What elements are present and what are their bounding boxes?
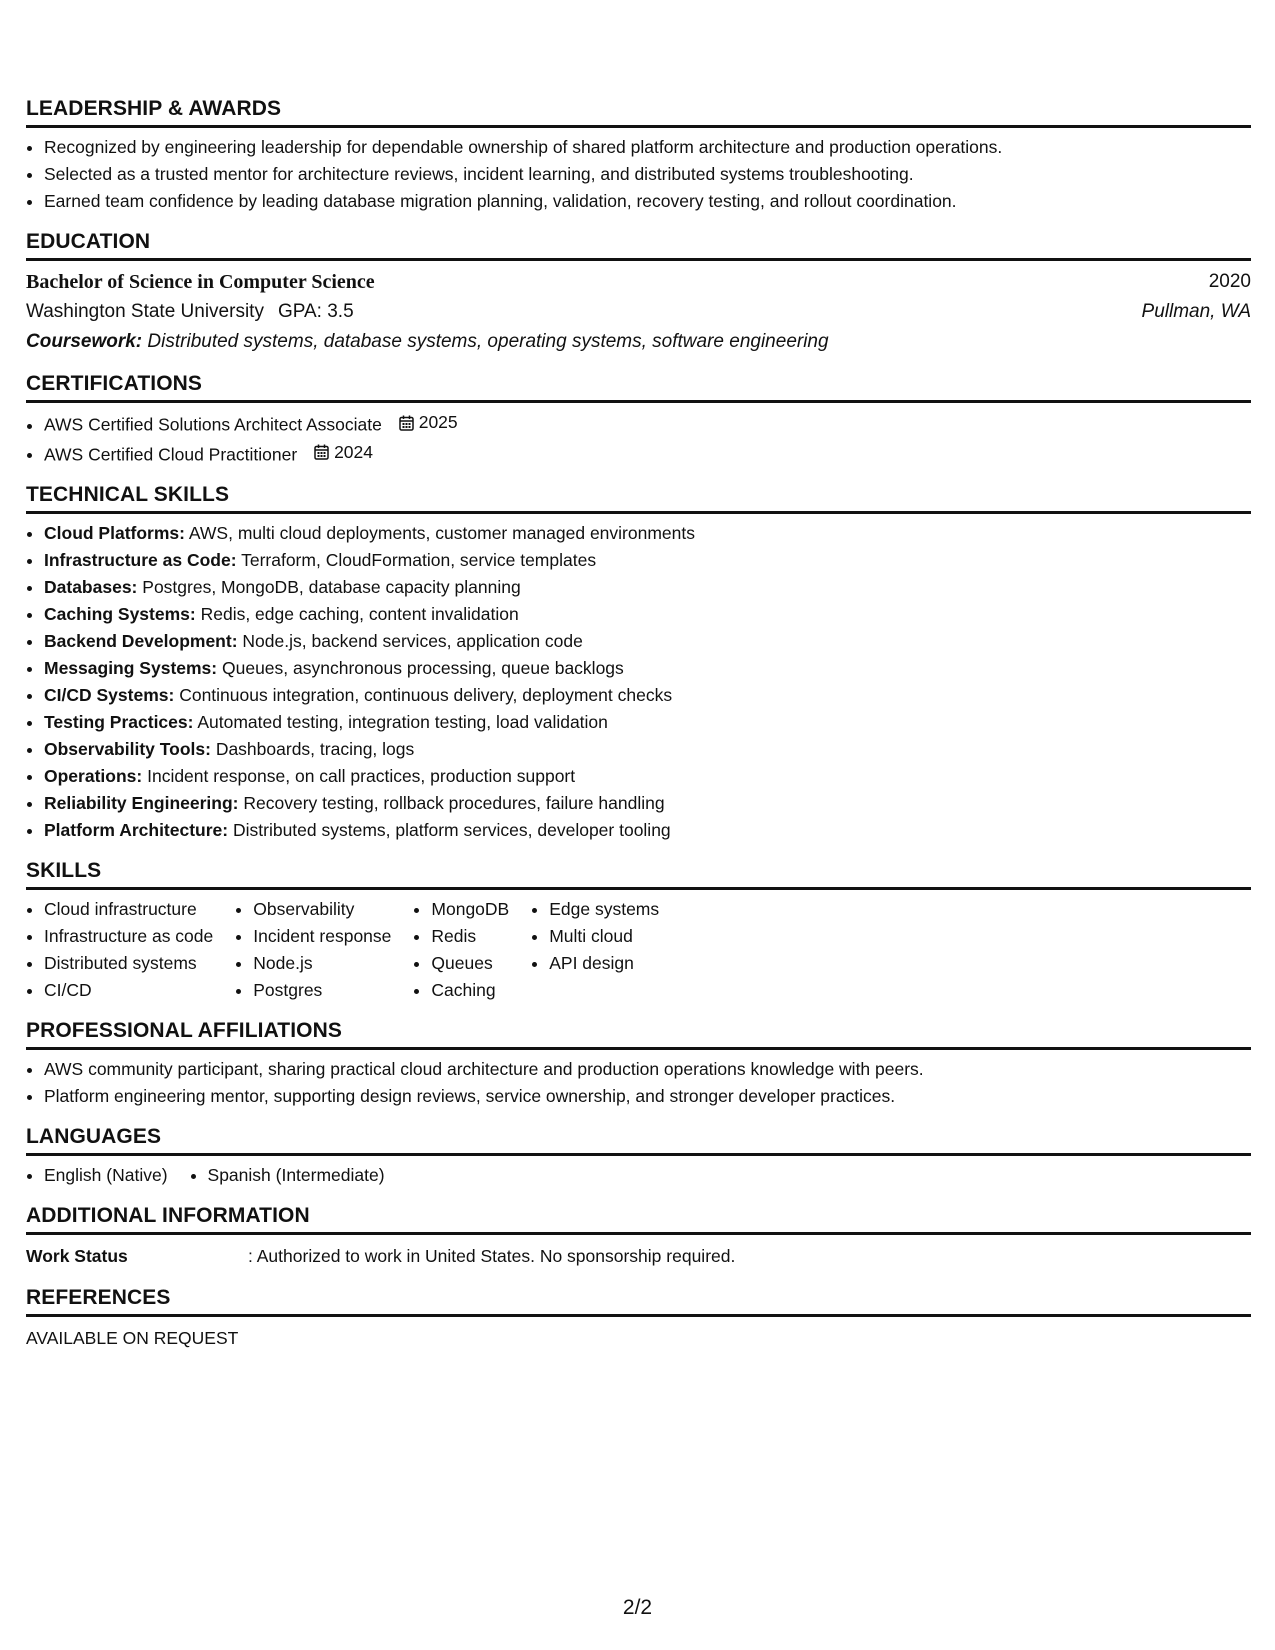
list-item (44, 790, 1251, 817)
skill-label: Platform Architecture: (44, 820, 229, 840)
skill-value: Incident response, on call practices, production support (147, 766, 576, 786)
skill-label: Testing Practices: (44, 712, 194, 732)
gpa: GPA: 3.5 (277, 301, 354, 322)
list-item: • Queues (431, 950, 509, 977)
graduation-year: 2020 (1208, 271, 1251, 292)
calendar-icon (399, 415, 414, 431)
section-education (26, 229, 1251, 357)
section-references (26, 1285, 1251, 1353)
list-item (44, 439, 1251, 469)
education-degree-row (26, 267, 1251, 297)
list-item: • Recognized by engineering leadership for dependable ownership of shared platform architecture and production operations. (44, 134, 1251, 161)
skills-column (531, 896, 659, 1004)
section-leadership (26, 96, 1251, 215)
list-item (44, 520, 1251, 547)
section-title: REFERENCES (26, 1285, 1251, 1317)
list-item: • English (Native) (44, 1162, 168, 1189)
section-languages (26, 1124, 1251, 1189)
section-title: CERTIFICATIONS (26, 371, 1251, 403)
cert-name: AWS Certified Solutions Architect Associate (44, 414, 382, 435)
list-item: • Infrastructure as code (44, 923, 213, 950)
skill-value: Terraform, CloudFormation, service templates (241, 550, 597, 570)
section-affiliations (26, 1018, 1251, 1110)
work-status-label: Work Status (26, 1246, 128, 1266)
list-item (44, 574, 1251, 601)
section-title: TECHNICAL SKILLS (26, 482, 1251, 514)
list-item (44, 409, 1251, 439)
skill-value: AWS, multi cloud deployments, customer managed environments (188, 523, 695, 543)
list-item: • Redis (431, 923, 509, 950)
skills-grid (26, 896, 1251, 1004)
list-item: • Incident response (253, 923, 391, 950)
section-title: PROFESSIONAL AFFILIATIONS (26, 1018, 1251, 1050)
list-item: • Node.js (253, 950, 391, 977)
coursework (26, 327, 1251, 357)
references-text: AVAILABLE ON REQUEST (26, 1328, 239, 1348)
section-certifications (26, 371, 1251, 468)
skill-label: Caching Systems: (44, 604, 196, 624)
section-title: LANGUAGES (26, 1124, 1251, 1156)
skill-value: Postgres, MongoDB, database capacity planning (142, 577, 521, 597)
list-item: • Observability (253, 896, 391, 923)
skill-value: Distributed systems, platform services, developer tooling (232, 820, 671, 840)
section-skills (26, 858, 1251, 1004)
degree: Bachelor of Science in Computer Science (26, 271, 375, 293)
education-school-row (26, 297, 1251, 327)
cert-year: 2025 (418, 412, 458, 432)
skill-value: Dashboards, tracing, logs (215, 739, 415, 759)
page-number: 2/2 (622, 1596, 653, 1619)
list-item: • Edge systems (549, 896, 659, 923)
list-item (44, 709, 1251, 736)
certifications-list (26, 409, 1251, 468)
coursework-list: Distributed systems, database systems, operating systems, software engineering (147, 331, 829, 352)
section-title: ADDITIONAL INFORMATION (26, 1203, 1251, 1235)
list-item: • Selected as a trusted mentor for architecture reviews, incident learning, and distributed systems troubleshooting. (44, 161, 1251, 188)
leadership-list (26, 134, 1251, 215)
list-item: • Postgres (253, 977, 391, 1004)
skills-column (235, 896, 391, 1004)
work-status-row (26, 1241, 1251, 1271)
skill-value: Node.js, backend services, application code (242, 631, 583, 651)
skill-value: Recovery testing, rollback procedures, failure handling (243, 793, 665, 813)
skill-label: Operations: (44, 766, 143, 786)
cert-date (314, 439, 373, 466)
skills-column (26, 896, 213, 1004)
skills-column (413, 896, 509, 1004)
list-item: • Distributed systems (44, 950, 213, 977)
skill-label: Backend Development: (44, 631, 238, 651)
location: Pullman, WA (1141, 301, 1251, 322)
list-item (44, 736, 1251, 763)
cert-name: AWS Certified Cloud Practitioner (44, 444, 298, 464)
coursework-label: Coursework: (26, 331, 143, 352)
list-item: • MongoDB (431, 896, 509, 923)
list-item (44, 547, 1251, 574)
list-item: • Earned team confidence by leading database migration planning, validation, recovery testing, and rollout coordination. (44, 188, 1251, 215)
work-status-value: : Authorized to work in United States. No sponsorship required. (248, 1246, 736, 1266)
technical-skills-list (26, 520, 1251, 844)
section-technical-skills (26, 482, 1251, 844)
list-item (44, 628, 1251, 655)
list-item: • Multi cloud (549, 923, 659, 950)
section-additional-info (26, 1203, 1251, 1271)
skill-label: Databases: (44, 577, 138, 597)
list-item (44, 601, 1251, 628)
list-item (44, 763, 1251, 790)
list-item: • Platform engineering mentor, supporting design reviews, service ownership, and stronger developer practices. (44, 1083, 1251, 1110)
list-item: • Spanish (Intermediate) (208, 1162, 385, 1189)
list-item (44, 655, 1251, 682)
list-item (44, 817, 1251, 844)
cert-year: 2024 (334, 441, 374, 462)
skill-label: CI/CD Systems: (44, 685, 175, 705)
skill-value: Queues, asynchronous processing, queue backlogs (222, 658, 624, 678)
calendar-icon (314, 444, 329, 460)
resume-page (26, 96, 1251, 1363)
skill-value: Redis, edge caching, content invalidation (200, 604, 519, 624)
section-title: EDUCATION (26, 229, 1251, 261)
languages-row (26, 1162, 1251, 1189)
list-item: • Cloud infrastructure (44, 896, 213, 923)
section-title: SKILLS (26, 858, 1251, 890)
skill-label: Messaging Systems: (44, 658, 218, 678)
skill-value: Continuous integration, continuous delivery, deployment checks (179, 685, 673, 705)
list-item (44, 682, 1251, 709)
languages-column (26, 1162, 168, 1189)
section-title: LEADERSHIP & AWARDS (26, 96, 1251, 128)
school: Washington State University (26, 301, 264, 322)
skill-label: Observability Tools: (44, 739, 211, 759)
skill-label: Cloud Platforms: (44, 523, 185, 543)
skill-label: Infrastructure as Code: (44, 550, 237, 570)
skill-label: Reliability Engineering: (44, 793, 239, 813)
languages-column (190, 1162, 385, 1189)
list-item: • Caching (431, 977, 509, 1004)
skill-value: Automated testing, integration testing, load validation (197, 712, 608, 732)
list-item: • AWS community participant, sharing practical cloud architecture and production operations knowledge with peers. (44, 1056, 1251, 1083)
affiliations-list (26, 1056, 1251, 1110)
list-item: • API design (549, 950, 659, 977)
list-item: • CI/CD (44, 977, 213, 1004)
cert-date (399, 409, 458, 436)
